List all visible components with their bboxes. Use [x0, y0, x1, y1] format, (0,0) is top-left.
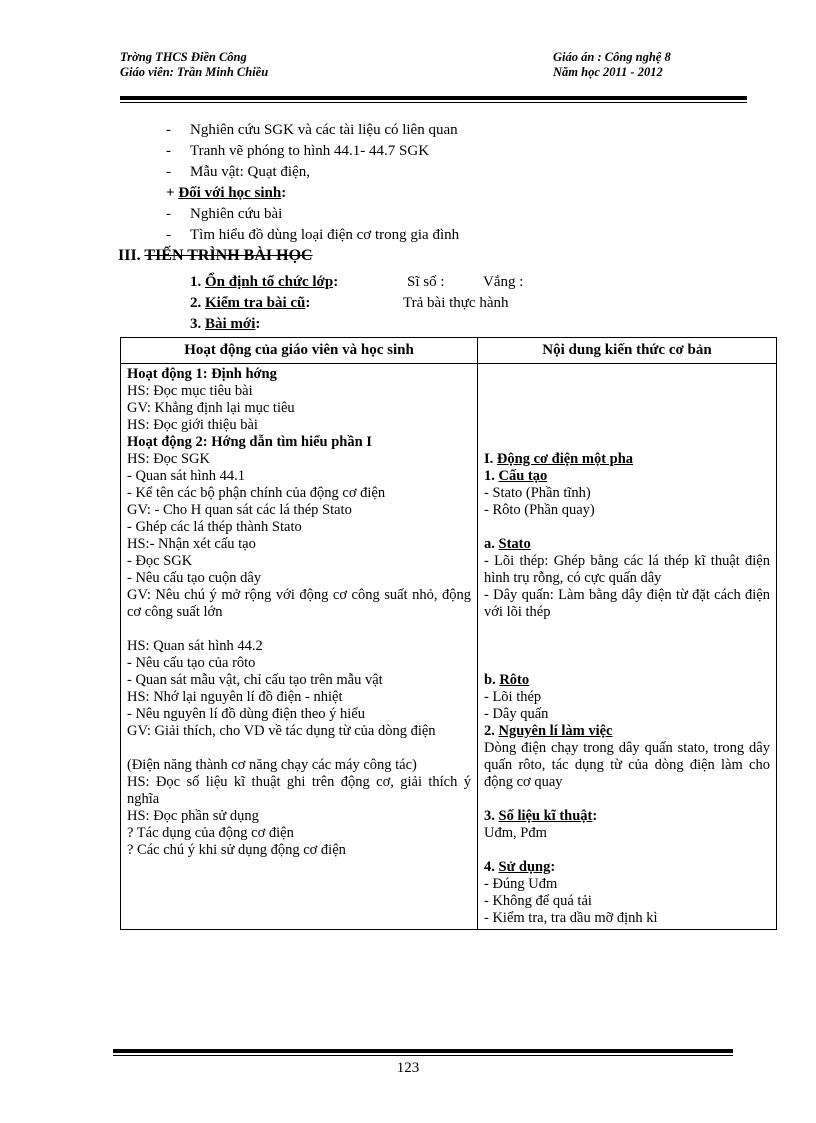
text-line: - Nêu cấu tạo của rôto — [127, 655, 256, 671]
step-2: 2. Kiểm tra bài cũ: — [190, 295, 311, 311]
step-1: 1. Ổn định tổ chức lớp: — [190, 274, 339, 290]
content-cell — [478, 364, 777, 930]
text-line: - Rôto (Phần quay) — [484, 502, 595, 518]
text-line: - Đúng Uđm — [484, 876, 558, 892]
absent-count: Vắng : — [483, 274, 524, 290]
heading-principle: 2. Nguyên lí làm việc — [484, 723, 613, 739]
page-number: 123 — [396, 1060, 420, 1076]
text-line: HS: Nhớ lại nguyên lí đồ điện - nhiệt — [127, 689, 343, 705]
attendance-count: Sĩ số : — [407, 274, 445, 290]
column-header-activities: Hoạt động của giáo viên và học sinh — [121, 338, 478, 364]
teacher-name: Giáo viên: Trần Minh Chiều — [120, 65, 269, 79]
heading-stato: a. Stato — [484, 536, 531, 552]
text-line: Dòng điện chạy trong dây quấn stato, trong dây quấn rôto, tác dụng từ của dòng điện làm cho động cơ quay — [484, 740, 770, 790]
table-header-row — [121, 338, 777, 364]
footer-rule-thin — [113, 1055, 733, 1056]
header-left — [120, 50, 268, 80]
text-line: - Nêu nguyên lí đồ dùng điện theo ý hiểu — [127, 706, 365, 722]
text-line: ? Các chú ý khi sử dụng động cơ điện — [127, 842, 346, 858]
text-line: GV: Giải thích, cho VD về tác dụng từ của dòng điện — [127, 723, 436, 739]
text-line: GV: Nêu chú ý mở rộng với động cơ công suất nhỏ, động cơ công suất lớn — [127, 587, 471, 620]
school-name: Trờng THCS Điền Công — [120, 50, 247, 64]
text-line: - Dây quấn — [484, 706, 549, 722]
text-line: - Quan sát mẫu vật, chỉ cấu tạo trên mẫu vật — [127, 672, 383, 688]
header-rule-thick — [120, 96, 747, 100]
column-header-content: Nội dung kiến thức cơ bản — [478, 338, 777, 364]
subject-label: Giáo án : Công nghệ 8 — [553, 50, 671, 64]
text-line: - Không để quá tải — [484, 893, 592, 909]
lesson-table — [120, 337, 777, 930]
text-line: ? Tác dụng của động cơ điện — [127, 825, 294, 841]
heading-usage: 4. Sử dụng: — [484, 859, 556, 875]
heading-structure: 1. Cấu tạo — [484, 468, 548, 484]
student-heading: + Đối với học sinh: — [166, 185, 287, 201]
text-line: - Stato (Phần tĩnh) — [484, 485, 591, 501]
text-line: - Lõi thép: Ghép bằng các lá thép kĩ thuật điện hình trụ rỗng, có cực quấn dây — [484, 553, 770, 586]
text-line: HS: Đọc số liệu kĩ thuật ghi trên động cơ, giải thích ý nghĩa — [127, 774, 471, 807]
text-line: (Điện năng thành cơ năng chạy các máy công tác) — [127, 757, 417, 773]
header-right — [553, 50, 671, 80]
section-title: III. TIẾN TRÌNH BÀI HỌC — [118, 247, 313, 264]
text-line: HS: Đọc phần sử dụng — [127, 808, 259, 824]
text-line: - Kiểm tra, tra dầu mỡ định kì — [484, 910, 658, 926]
heading-section-1: I. Động cơ điện một pha — [484, 451, 634, 467]
text-line: - Lõi thép — [484, 689, 542, 705]
text-line: GV: - Cho H quan sát các lá thép Stato — [127, 502, 352, 518]
text-line: Uđm, Pđm — [484, 825, 547, 841]
text-line: - Quan sát hình 44.1 — [127, 468, 245, 484]
step-3: 3. Bài mới: — [190, 316, 261, 332]
table-row — [121, 364, 777, 930]
text-line: HS: Đọc giới thiệu bài — [127, 417, 258, 433]
activity-1-heading: Hoạt động 1: Định hớng — [127, 366, 277, 382]
text-line: HS: Quan sát hình 44.2 — [127, 638, 263, 654]
text-line: - Đọc SGK — [127, 553, 193, 569]
text-line: HS: Đọc mục tiêu bài — [127, 383, 253, 399]
activities-cell — [121, 364, 478, 930]
text-line: HS:- Nhận xét cấu tạo — [127, 536, 256, 552]
text-line: - Ghép các lá thép thành Stato — [127, 519, 302, 535]
step-2-value: Trả bài thực hành — [403, 295, 509, 311]
footer-rule-thick — [113, 1049, 733, 1053]
header-rule-thin — [120, 102, 747, 103]
activity-2-heading: Hoạt động 2: Hớng dẫn tìm hiểu phần I — [127, 434, 372, 450]
text-line: - Kể tên các bộ phận chính của động cơ điện — [127, 485, 386, 501]
text-line: - Nêu cấu tạo cuộn dây — [127, 570, 262, 586]
text-line: GV: Khẳng định lại mục tiêu — [127, 400, 295, 416]
heading-roto: b. Rôto — [484, 672, 530, 688]
heading-specs: 3. Số liệu kĩ thuật: — [484, 808, 598, 824]
text-line: HS: Đọc SGK — [127, 451, 210, 467]
text-line: - Dây quấn: Làm bằng dây điện từ đặt cách điện với lõi thép — [484, 587, 770, 620]
school-year: Năm học 2011 - 2012 — [553, 65, 663, 79]
